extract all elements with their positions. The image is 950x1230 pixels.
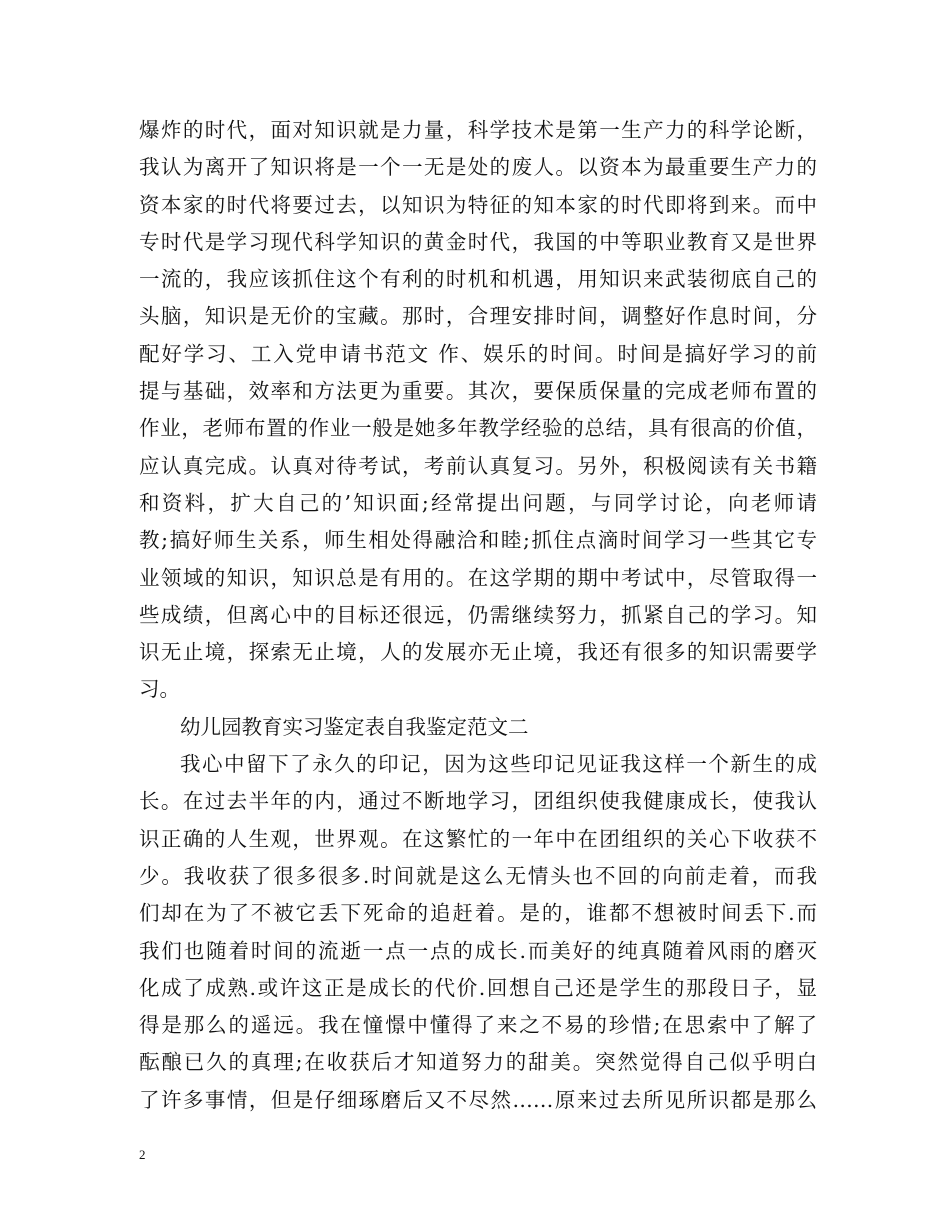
- paragraph-1-line: 资本家的时代将要过去，以知识为特征的知本家的时代即将到来。而中: [139, 192, 817, 217]
- paragraph-1-line: 我认为离开了知识将是一个一无是处的废人。以资本为最重要生产力的: [139, 155, 817, 180]
- paragraph-2-line: 化成了成熟.或许这正是成长的代价.回想自己还是学生的那段日子，显: [139, 975, 817, 1000]
- paragraph-1-line: 爆炸的时代，面对知识就是力量，科学技术是第一生产力的科学论断，: [139, 118, 817, 142]
- paragraph-1-line: 应认真完成。认真对待考试，考前认真复习。另外，积极阅读有关书籍: [139, 453, 817, 478]
- paragraph-2-first-line: 我心中留下了永久的印记，因为这些印记见证我这样一个新生的成: [180, 752, 817, 777]
- paragraph-2-line: 长。在过去半年的内，通过不断地学习，团组织使我健康成长，使我认: [139, 789, 817, 814]
- paragraph-1-line: 专时代是学习现代科学知识的黄金时代，我国的中等职业教育又是世界: [139, 229, 817, 254]
- paragraph-2-line: 了许多事情，但是仔细琢磨后又不尽然……原来过去所见所识都是那么: [139, 1087, 817, 1112]
- paragraph-1-line: 提与基础，效率和方法更为重要。其次，要保质保量的完成老师布置的: [139, 379, 817, 404]
- paragraph-1-line: 作业，老师布置的作业一般是她多年教学经验的总结，具有很高的价值，: [139, 416, 817, 441]
- paragraph-1-line: 配好学习、工入党申请书范文 作、娱乐的时间。时间是搞好学习的前: [139, 341, 817, 366]
- paragraph-1-line: 一流的，我应该抓住这个有利的时机和机遇，用知识来武装彻底自己的: [139, 267, 817, 292]
- paragraph-1-line: 和资料，扩大自己的’知识面;经常提出问题，与同学讨论，向老师请: [139, 490, 817, 515]
- paragraph-1-last-line: 习。: [139, 677, 180, 702]
- paragraph-1-line: 识无止境，探索无止境，人的发展亦无止境，我还有很多的知识需要学: [139, 640, 817, 665]
- paragraph-1-line: 头脑，知识是无价的宝藏。那时，合理安排时间，调整好作息时间，分: [139, 304, 817, 329]
- paragraph-2-line: 酝酿已久的真理;在收获后才知道努力的甜美。突然觉得自己似乎明白: [139, 1050, 817, 1075]
- section-heading: 幼儿园教育实习鉴定表自我鉴定范文二: [180, 714, 529, 739]
- paragraph-1-line: 教;搞好师生关系，师生相处得融洽和睦;抓住点滴时间学习一些其它专: [139, 528, 817, 553]
- paragraph-2-line: 识正确的人生观，世界观。在这繁忙的一年中在团组织的关心下收获不: [139, 826, 817, 851]
- page-number: 2: [139, 1147, 146, 1162]
- paragraph-1-line: 些成绩，但离心中的目标还很远，仍需继续努力，抓紧自己的学习。知: [139, 602, 817, 627]
- paragraph-2-line: 我们也随着时间的流逝一点一点的成长.而美好的纯真随着风雨的磨灭: [139, 938, 817, 963]
- paragraph-2-line: 少。我收获了很多很多.时间就是这么无情头也不回的向前走着，而我: [139, 863, 817, 888]
- paragraph-2-line: 们却在为了不被它丢下死命的追赶着。是的，谁都不想被时间丢下.而: [139, 901, 817, 926]
- document-body: [139, 112, 817, 1119]
- paragraph-2-line: 得是那么的遥远。我在憧憬中懂得了来之不易的珍惜;在思索中了解了: [139, 1013, 817, 1038]
- paragraph-1-line: 业领域的知识，知识总是有用的。在这学期的期中考试中，尽管取得一: [139, 565, 817, 590]
